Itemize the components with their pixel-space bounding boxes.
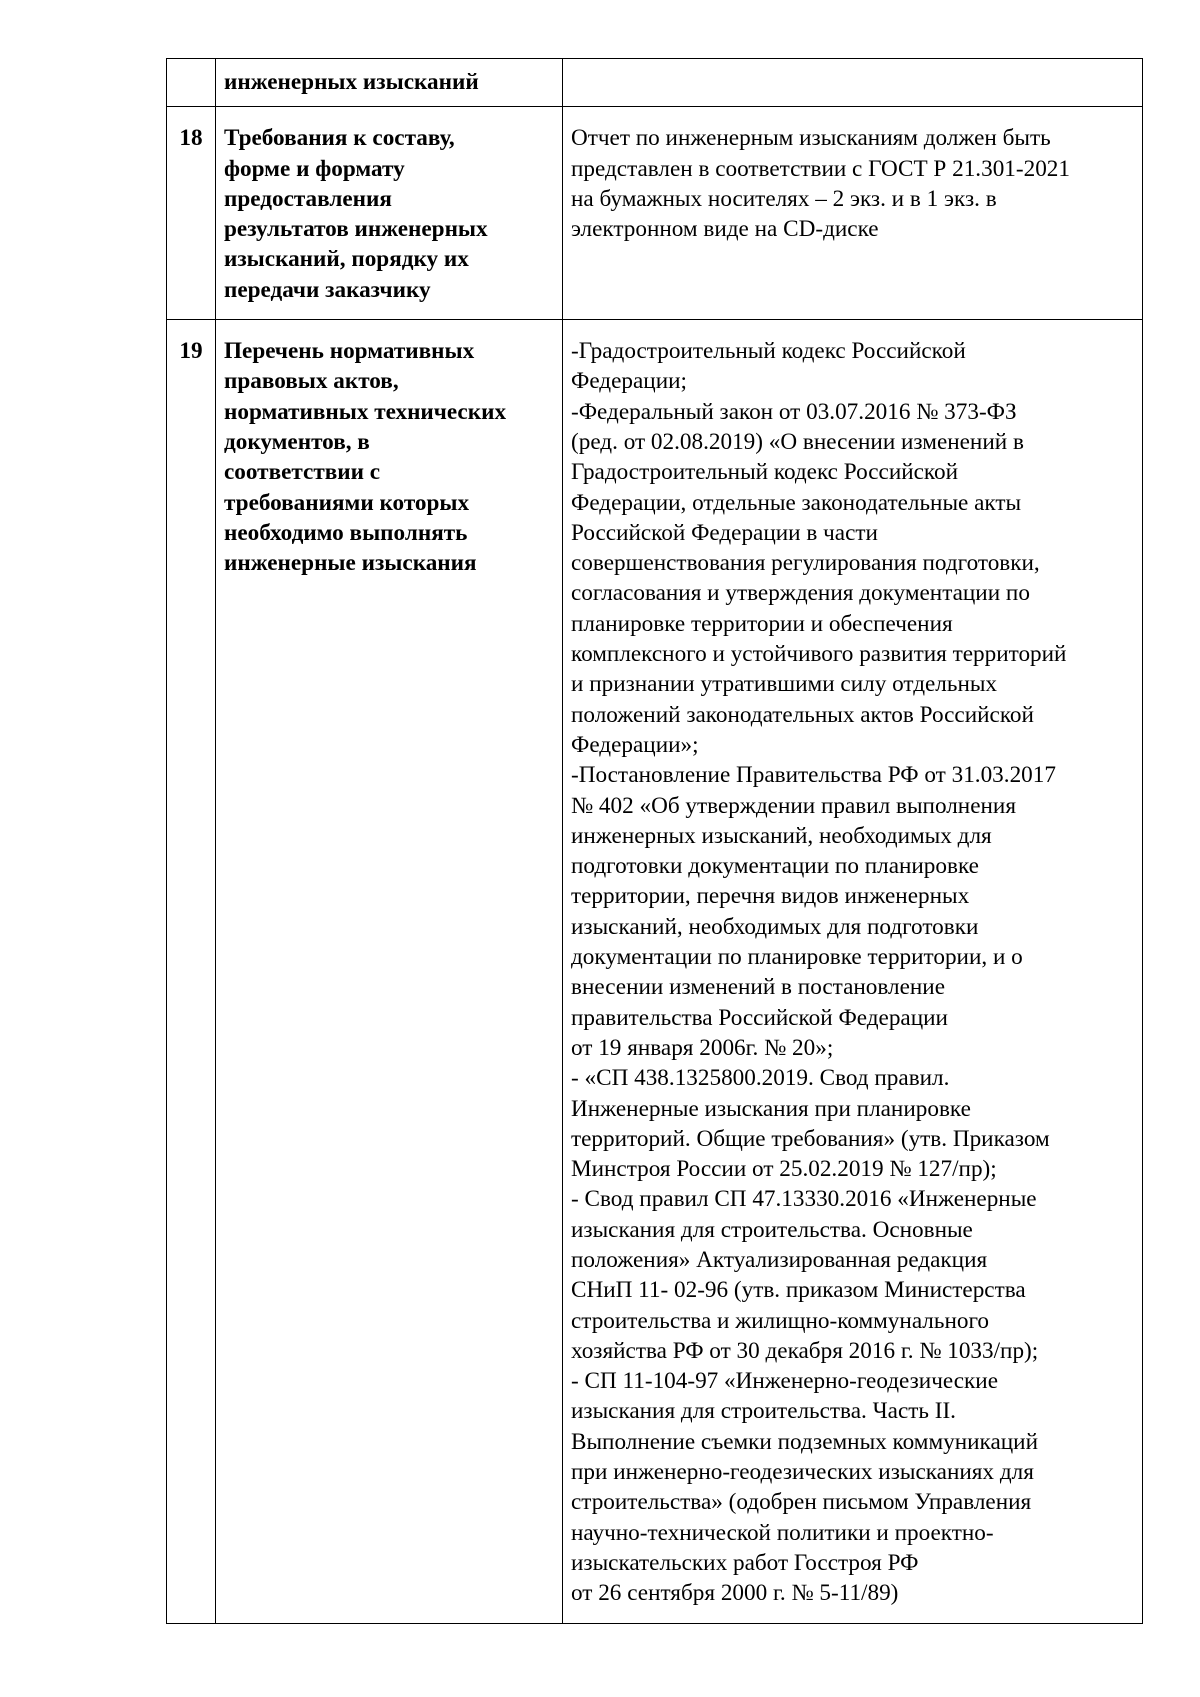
text-line: научно-технической политики и проектно- — [571, 1519, 994, 1546]
text-line: Инженерные изыскания при планировке — [571, 1095, 971, 1122]
table-row — [167, 107, 1143, 320]
table-row — [167, 59, 1143, 107]
text-line: положений законодательных актов Российской — [571, 701, 1034, 728]
text-line: хозяйства РФ от 30 декабря 2016 г. № 1033/пр); — [571, 1337, 1039, 1364]
table-row — [167, 320, 1143, 1623]
text-line: Российской Федерации в части — [571, 519, 878, 546]
requirement-name — [216, 59, 563, 107]
text-line: изыскания для строительства. Часть II. — [571, 1398, 956, 1425]
text-line: Выполнение съемки подземных коммуникаций — [571, 1428, 1038, 1455]
text-line: и признании утратившими силу отдельных — [571, 671, 998, 698]
requirements-table — [166, 58, 1143, 1624]
text-line: - Свод правил СП 47.13330.2016 «Инженерные — [571, 1186, 1037, 1213]
text-line: от 19 января 2006г. № 20»; — [571, 1034, 834, 1061]
text-line: соответствии с — [224, 459, 381, 486]
text-line: территорий. Общие требования» (утв. Приказом — [571, 1125, 1050, 1152]
row-number: 18 — [167, 107, 216, 320]
text-line: документации по планировке территории, и о — [571, 944, 1023, 971]
text-line: правительства Российской Федерации — [571, 1004, 948, 1031]
text-line: - СП 11-104-97 «Инженерно-геодезические — [571, 1368, 998, 1395]
text-line: предоставления — [224, 185, 392, 212]
text-line: № 402 «Об утверждении правил выполнения — [571, 792, 1016, 819]
text-line: изысканий, порядку их — [224, 246, 469, 273]
requirement-value — [563, 320, 1143, 1623]
text-line: инженерные изыскания — [224, 550, 477, 577]
text-line: строительства» (одобрен письмом Управления — [571, 1489, 1032, 1516]
text-line: изыскательских работ Госстроя РФ — [571, 1549, 919, 1576]
text-line: от 26 сентября 2000 г. № 5-11/89) — [571, 1580, 899, 1607]
text-line: Отчет по инженерным изысканиям должен быть — [571, 125, 1051, 152]
text-line: планировке территории и обеспечения — [571, 610, 953, 637]
text-line: Градостроительный кодекс Российской — [571, 459, 959, 486]
text-line: инженерных изысканий, необходимых для — [571, 822, 992, 849]
text-line: Федерации»; — [571, 731, 699, 758]
text-line: -Градостроительный кодекс Российской — [571, 338, 966, 365]
text-line: представлен в соответствии с ГОСТ Р 21.301-2021 — [571, 155, 1070, 182]
row-number: 19 — [167, 320, 216, 1623]
text-line: нормативных технических — [224, 398, 507, 425]
text-line: форме и формату — [224, 155, 405, 182]
text-line: изыскания для строительства. Основные — [571, 1216, 973, 1243]
text-line: электронном виде на CD-диске — [571, 216, 879, 243]
row-number — [167, 59, 216, 107]
text-line: согласования и утверждения документации по — [571, 580, 1030, 607]
text-line: инженерных изысканий — [224, 69, 479, 95]
text-line: -Федеральный закон от 03.07.2016 № 373-ФЗ — [571, 398, 1017, 425]
text-line: необходимо выполнять — [224, 519, 468, 546]
text-line: изысканий, необходимых для подготовки — [571, 913, 979, 940]
text-line: строительства и жилищно-коммунального — [571, 1307, 989, 1334]
text-line: документов, в — [224, 428, 370, 455]
text-line: передачи заказчику — [224, 276, 431, 303]
text-line: подготовки документации по планировке — [571, 853, 979, 880]
text-line: (ред. от 02.08.2019) «О внесении изменений в — [571, 428, 1024, 455]
text-line: СНиП 11- 02-96 (утв. приказом Министерства — [571, 1277, 1026, 1304]
text-line: внесении изменений в постановление — [571, 974, 945, 1001]
text-line: требованиями которых — [224, 489, 470, 516]
text-line: Перечень нормативных — [224, 338, 475, 365]
requirement-name — [216, 107, 563, 320]
requirement-name — [216, 320, 563, 1623]
text-line: Федерации, отдельные законодательные акты — [571, 489, 1022, 516]
text-line: на бумажных носителях – 2 экз. и в 1 экз. в — [571, 185, 997, 212]
text-line: Минстроя России от 25.02.2019 № 127/пр); — [571, 1156, 997, 1183]
text-line: Требования к составу, — [224, 125, 455, 152]
text-line: совершенствования регулирования подготовки, — [571, 550, 1040, 577]
text-line: результатов инженерных — [224, 216, 488, 243]
requirement-value — [563, 59, 1143, 107]
text-line: Федерации; — [571, 368, 687, 395]
text-line: -Постановление Правительства РФ от 31.03.2017 — [571, 762, 1056, 789]
text-line: правовых актов, — [224, 368, 399, 395]
text-line: положения» Актуализированная редакция — [571, 1246, 988, 1273]
text-line: - «СП 438.1325800.2019. Свод правил. — [571, 1065, 950, 1092]
text-line: при инженерно-геодезических изысканиях для — [571, 1459, 1034, 1486]
text-line: территории, перечня видов инженерных — [571, 883, 970, 910]
text-line: комплексного и устойчивого развития территорий — [571, 641, 1067, 668]
requirement-value — [563, 107, 1143, 320]
